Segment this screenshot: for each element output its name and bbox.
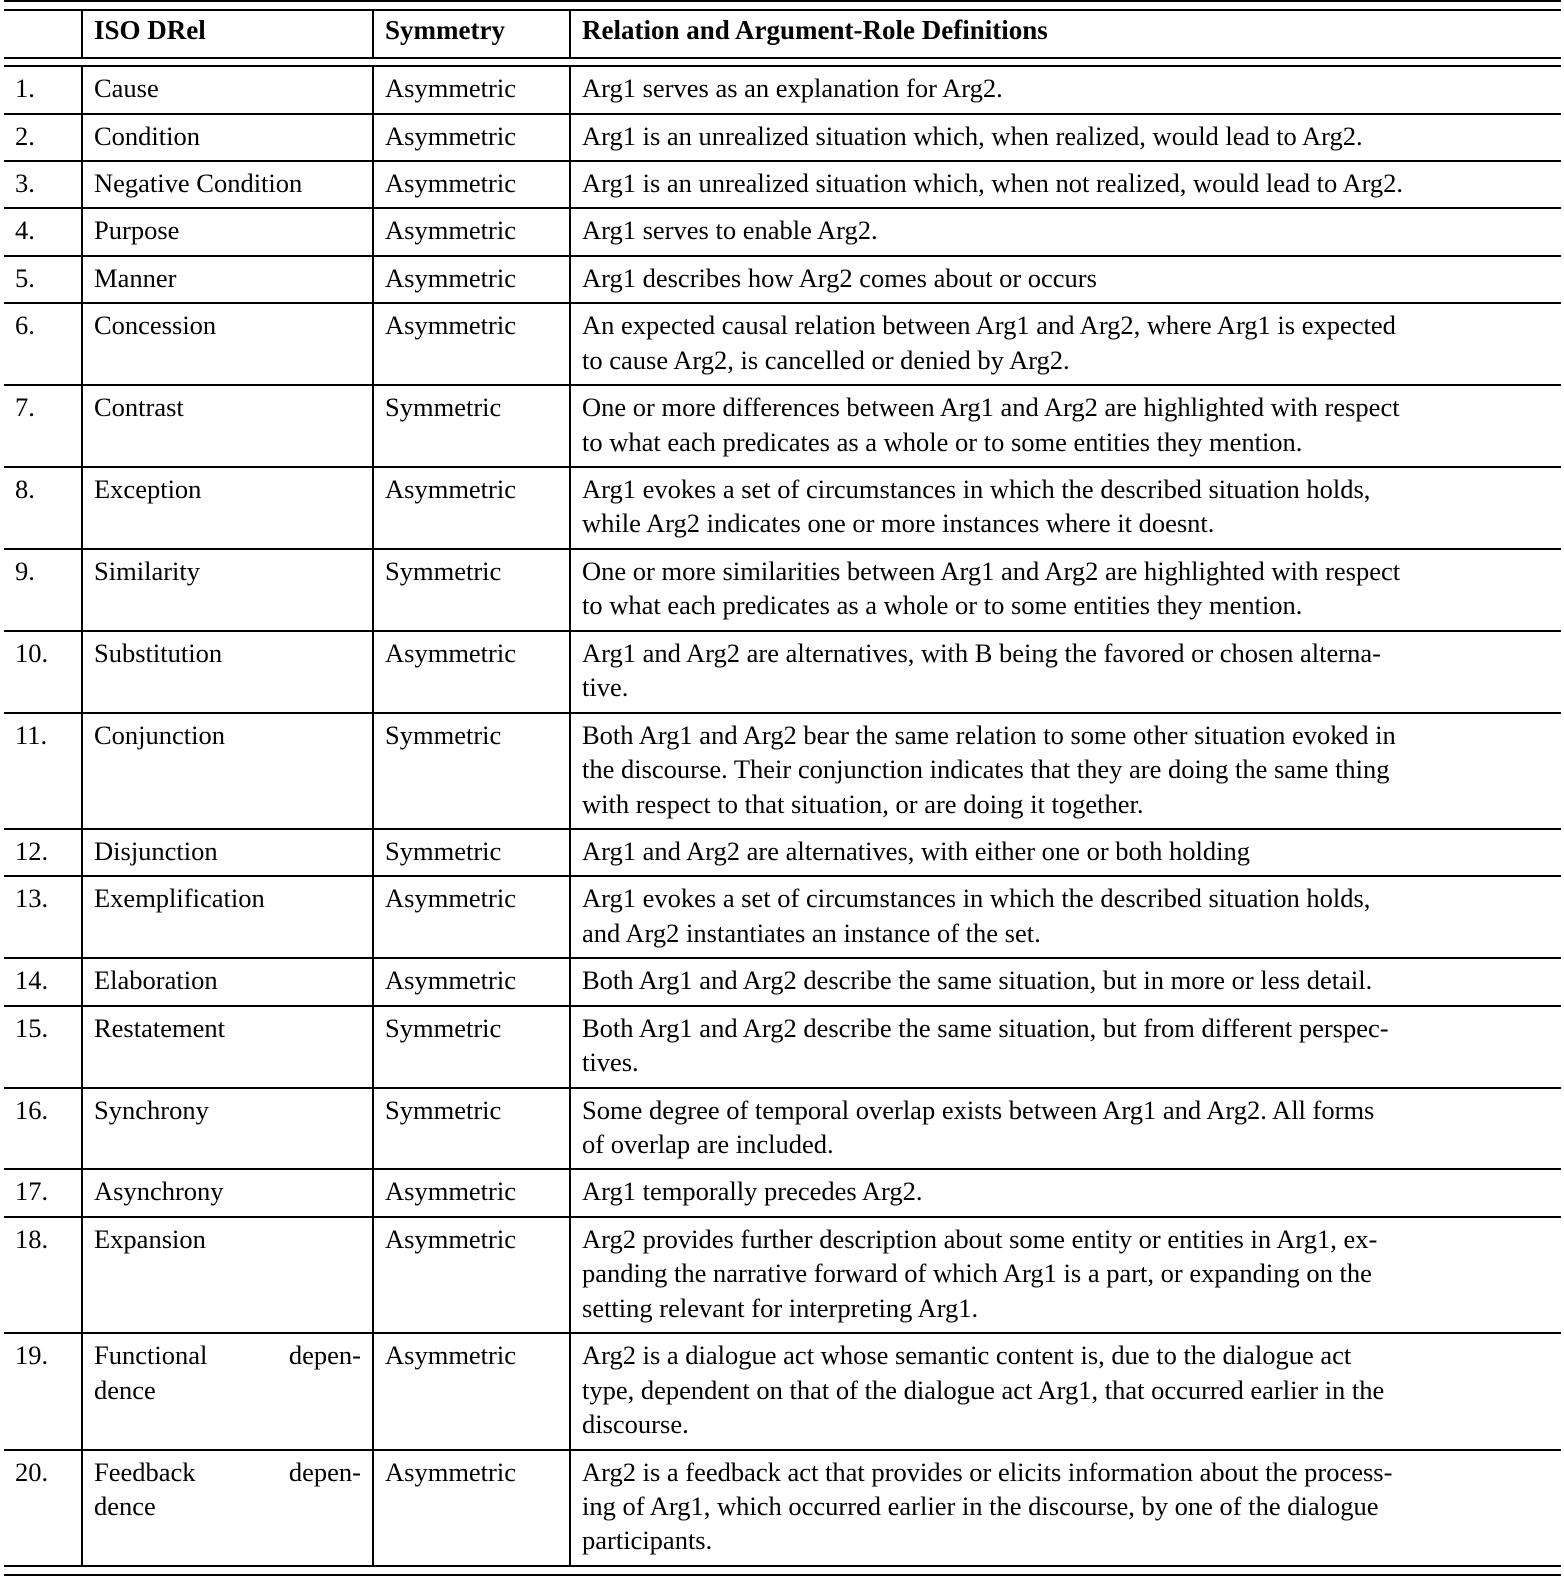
table-body bbox=[4, 66, 1561, 1566]
row-symmetry: Asymmetric bbox=[373, 1450, 570, 1566]
row-relation-name: Asynchrony bbox=[82, 1169, 373, 1216]
row-definition bbox=[570, 256, 1561, 303]
table-row bbox=[4, 467, 1561, 549]
row-definition bbox=[570, 829, 1561, 876]
iso-drel-table bbox=[4, 0, 1561, 1576]
row-relation-name: Substitution bbox=[82, 631, 373, 713]
row-symmetry: Symmetric bbox=[373, 1006, 570, 1088]
table-row bbox=[4, 1169, 1561, 1216]
relation-word: depen- bbox=[288, 1340, 361, 1371]
row-number: 12. bbox=[4, 829, 82, 876]
table-row bbox=[4, 66, 1561, 113]
table-row bbox=[4, 256, 1561, 303]
table-row bbox=[4, 208, 1561, 255]
table-midrule bbox=[4, 58, 1561, 66]
definition-line: Arg2 is a feedback act that provides or elicits information about the process- bbox=[582, 1456, 1393, 1487]
definition-line: to what each predicates as a whole or to some entities they mention. bbox=[582, 426, 1303, 457]
row-definition bbox=[570, 114, 1561, 161]
definition-line: Both Arg1 and Arg2 describe the same situation, but in more or less detail. bbox=[582, 965, 1373, 996]
row-definition bbox=[570, 467, 1561, 549]
row-number: 7. bbox=[4, 385, 82, 467]
table-row bbox=[4, 631, 1561, 713]
row-definition bbox=[570, 631, 1561, 713]
row-symmetry: Asymmetric bbox=[373, 876, 570, 958]
definition-line: of overlap are included. bbox=[582, 1129, 834, 1160]
header-iso-drel: ISO DRel bbox=[82, 10, 373, 58]
row-number: 11. bbox=[4, 713, 82, 829]
row-symmetry: Asymmetric bbox=[373, 208, 570, 255]
definition-line: to what each predicates as a whole or to some entities they mention. bbox=[582, 590, 1303, 621]
table-row bbox=[4, 549, 1561, 631]
definition-line: tives. bbox=[582, 1047, 639, 1078]
row-definition bbox=[570, 385, 1561, 467]
row-definition bbox=[570, 1169, 1561, 1216]
table-row bbox=[4, 303, 1561, 385]
definition-line: Arg1 and Arg2 are alternatives, with B being the favored or chosen alterna- bbox=[582, 637, 1381, 668]
definition-line: Arg1 evokes a set of circumstances in which the described situation holds, bbox=[582, 474, 1371, 505]
row-definition bbox=[570, 1450, 1561, 1566]
row-symmetry: Asymmetric bbox=[373, 958, 570, 1005]
row-number: 5. bbox=[4, 256, 82, 303]
definition-line: and Arg2 instantiates an instance of the set. bbox=[582, 917, 1041, 948]
row-relation-name: Similarity bbox=[82, 549, 373, 631]
row-symmetry: Symmetric bbox=[373, 713, 570, 829]
table-row bbox=[4, 114, 1561, 161]
row-symmetry: Asymmetric bbox=[373, 467, 570, 549]
row-number: 16. bbox=[4, 1088, 82, 1170]
row-relation-name: Disjunction bbox=[82, 829, 373, 876]
relation-line bbox=[94, 1338, 361, 1372]
table-toprule bbox=[4, 1, 1561, 10]
definition-line: Arg1 describes how Arg2 comes about or occurs bbox=[582, 262, 1097, 293]
row-number: 13. bbox=[4, 876, 82, 958]
row-number: 18. bbox=[4, 1217, 82, 1333]
row-relation-name: Restatement bbox=[82, 1006, 373, 1088]
table-row bbox=[4, 1006, 1561, 1088]
row-definition bbox=[570, 303, 1561, 385]
row-relation-name: Contrast bbox=[82, 385, 373, 467]
row-symmetry: Symmetric bbox=[373, 1088, 570, 1170]
definition-line: type, dependent on that of the dialogue act Arg1, that occurred earlier in the bbox=[582, 1374, 1385, 1405]
row-number: 14. bbox=[4, 958, 82, 1005]
definition-line: ing of Arg1, which occurred earlier in the discourse, by one of the dialogue bbox=[582, 1490, 1379, 1521]
row-relation-name: Concession bbox=[82, 303, 373, 385]
table-row bbox=[4, 829, 1561, 876]
table-head bbox=[4, 1, 1561, 66]
definition-line: tive. bbox=[582, 672, 629, 703]
row-relation-name: Conjunction bbox=[82, 713, 373, 829]
row-definition bbox=[570, 1088, 1561, 1170]
table-row bbox=[4, 713, 1561, 829]
row-number: 3. bbox=[4, 161, 82, 208]
row-number: 10. bbox=[4, 631, 82, 713]
row-number: 9. bbox=[4, 549, 82, 631]
definition-line: while Arg2 indicates one or more instances where it doesnt. bbox=[582, 508, 1215, 539]
row-relation-name: Elaboration bbox=[82, 958, 373, 1005]
table-row bbox=[4, 1333, 1561, 1449]
row-relation-name: Negative Condition bbox=[82, 161, 373, 208]
row-definition bbox=[570, 549, 1561, 631]
definition-line: Arg2 provides further description about some entity or entities in Arg1, ex- bbox=[582, 1223, 1378, 1254]
header-number bbox=[4, 10, 82, 58]
row-symmetry: Asymmetric bbox=[373, 114, 570, 161]
header-symmetry: Symmetry bbox=[373, 10, 570, 58]
row-relation-name: Condition bbox=[82, 114, 373, 161]
table-bottomrule bbox=[4, 1566, 1561, 1575]
row-relation-name: Synchrony bbox=[82, 1088, 373, 1170]
row-definition bbox=[570, 1333, 1561, 1449]
row-symmetry: Asymmetric bbox=[373, 1169, 570, 1216]
row-relation-name: Cause bbox=[82, 66, 373, 113]
definition-line: Both Arg1 and Arg2 bear the same relation to some other situation evoked in bbox=[582, 719, 1396, 750]
row-definition bbox=[570, 1217, 1561, 1333]
relation-line: dence bbox=[94, 1374, 156, 1405]
definition-line: Both Arg1 and Arg2 describe the same situation, but from different perspec- bbox=[582, 1012, 1389, 1043]
row-definition bbox=[570, 161, 1561, 208]
definition-line: Some degree of temporal overlap exists between Arg1 and Arg2. All forms bbox=[582, 1094, 1375, 1125]
row-definition bbox=[570, 958, 1561, 1005]
definition-line: Arg1 serves to enable Arg2. bbox=[582, 215, 878, 246]
table-row bbox=[4, 876, 1561, 958]
table-foot bbox=[4, 1566, 1561, 1575]
row-symmetry: Asymmetric bbox=[373, 66, 570, 113]
definition-line: Arg1 temporally precedes Arg2. bbox=[582, 1176, 923, 1207]
table-row bbox=[4, 958, 1561, 1005]
relation-word: Functional bbox=[94, 1340, 208, 1371]
definition-line: Arg1 is an unrealized situation which, when realized, would lead to Arg2. bbox=[582, 120, 1363, 151]
row-number: 8. bbox=[4, 467, 82, 549]
row-number: 6. bbox=[4, 303, 82, 385]
row-relation-name: Exception bbox=[82, 467, 373, 549]
row-symmetry: Asymmetric bbox=[373, 161, 570, 208]
row-number: 15. bbox=[4, 1006, 82, 1088]
definition-line: Arg1 serves as an explanation for Arg2. bbox=[582, 73, 1003, 104]
row-definition bbox=[570, 1006, 1561, 1088]
definition-line: panding the narrative forward of which Arg1 is a part, or expanding on the bbox=[582, 1258, 1372, 1289]
row-definition bbox=[570, 208, 1561, 255]
row-number: 2. bbox=[4, 114, 82, 161]
row-symmetry: Asymmetric bbox=[373, 1217, 570, 1333]
row-definition bbox=[570, 876, 1561, 958]
definition-line: to cause Arg2, is cancelled or denied by Arg2. bbox=[582, 344, 1070, 375]
row-symmetry: Asymmetric bbox=[373, 631, 570, 713]
table-row bbox=[4, 161, 1561, 208]
relation-word: depen- bbox=[288, 1456, 361, 1487]
definition-line: One or more similarities between Arg1 and Arg2 are highlighted with respect bbox=[582, 555, 1401, 586]
definition-line: the discourse. Their conjunction indicates that they are doing the same thing bbox=[582, 754, 1390, 785]
table-row bbox=[4, 385, 1561, 467]
definition-line: setting relevant for interpreting Arg1. bbox=[582, 1292, 979, 1323]
relation-line bbox=[94, 1455, 361, 1489]
table-row bbox=[4, 1217, 1561, 1333]
row-number: 17. bbox=[4, 1169, 82, 1216]
row-symmetry: Asymmetric bbox=[373, 1333, 570, 1449]
row-relation-name bbox=[82, 1450, 373, 1566]
table-row bbox=[4, 1450, 1561, 1566]
row-number: 20. bbox=[4, 1450, 82, 1566]
definition-line: Arg1 and Arg2 are alternatives, with either one or both holding bbox=[582, 835, 1250, 866]
row-symmetry: Symmetric bbox=[373, 549, 570, 631]
definition-line: with respect to that situation, or are doing it together. bbox=[582, 788, 1144, 819]
row-definition bbox=[570, 66, 1561, 113]
row-relation-name: Manner bbox=[82, 256, 373, 303]
row-symmetry: Symmetric bbox=[373, 385, 570, 467]
row-definition bbox=[570, 713, 1561, 829]
row-symmetry: Symmetric bbox=[373, 829, 570, 876]
table-header-row bbox=[4, 10, 1561, 58]
definition-line: Arg1 evokes a set of circumstances in which the described situation holds, bbox=[582, 883, 1371, 914]
row-number: 1. bbox=[4, 66, 82, 113]
definition-line: discourse. bbox=[582, 1409, 689, 1440]
definition-line: An expected causal relation between Arg1 and Arg2, where Arg1 is expected bbox=[582, 310, 1396, 341]
relation-line: dence bbox=[94, 1490, 156, 1521]
definition-line: One or more differences between Arg1 and Arg2 are highlighted with respect bbox=[582, 392, 1400, 423]
row-relation-name bbox=[82, 1333, 373, 1449]
definition-line: participants. bbox=[582, 1525, 713, 1556]
row-relation-name: Expansion bbox=[82, 1217, 373, 1333]
definition-line: Arg1 is an unrealized situation which, when not realized, would lead to Arg2. bbox=[582, 167, 1404, 198]
row-relation-name: Purpose bbox=[82, 208, 373, 255]
row-number: 4. bbox=[4, 208, 82, 255]
definition-line: Arg2 is a dialogue act whose semantic content is, due to the dialogue act bbox=[582, 1340, 1352, 1371]
row-symmetry: Asymmetric bbox=[373, 303, 570, 385]
table-row bbox=[4, 1088, 1561, 1170]
row-number: 19. bbox=[4, 1333, 82, 1449]
relation-word: Feedback bbox=[94, 1456, 196, 1487]
row-relation-name: Exemplification bbox=[82, 876, 373, 958]
header-definition: Relation and Argument-Role Definitions bbox=[570, 10, 1561, 58]
row-symmetry: Asymmetric bbox=[373, 256, 570, 303]
